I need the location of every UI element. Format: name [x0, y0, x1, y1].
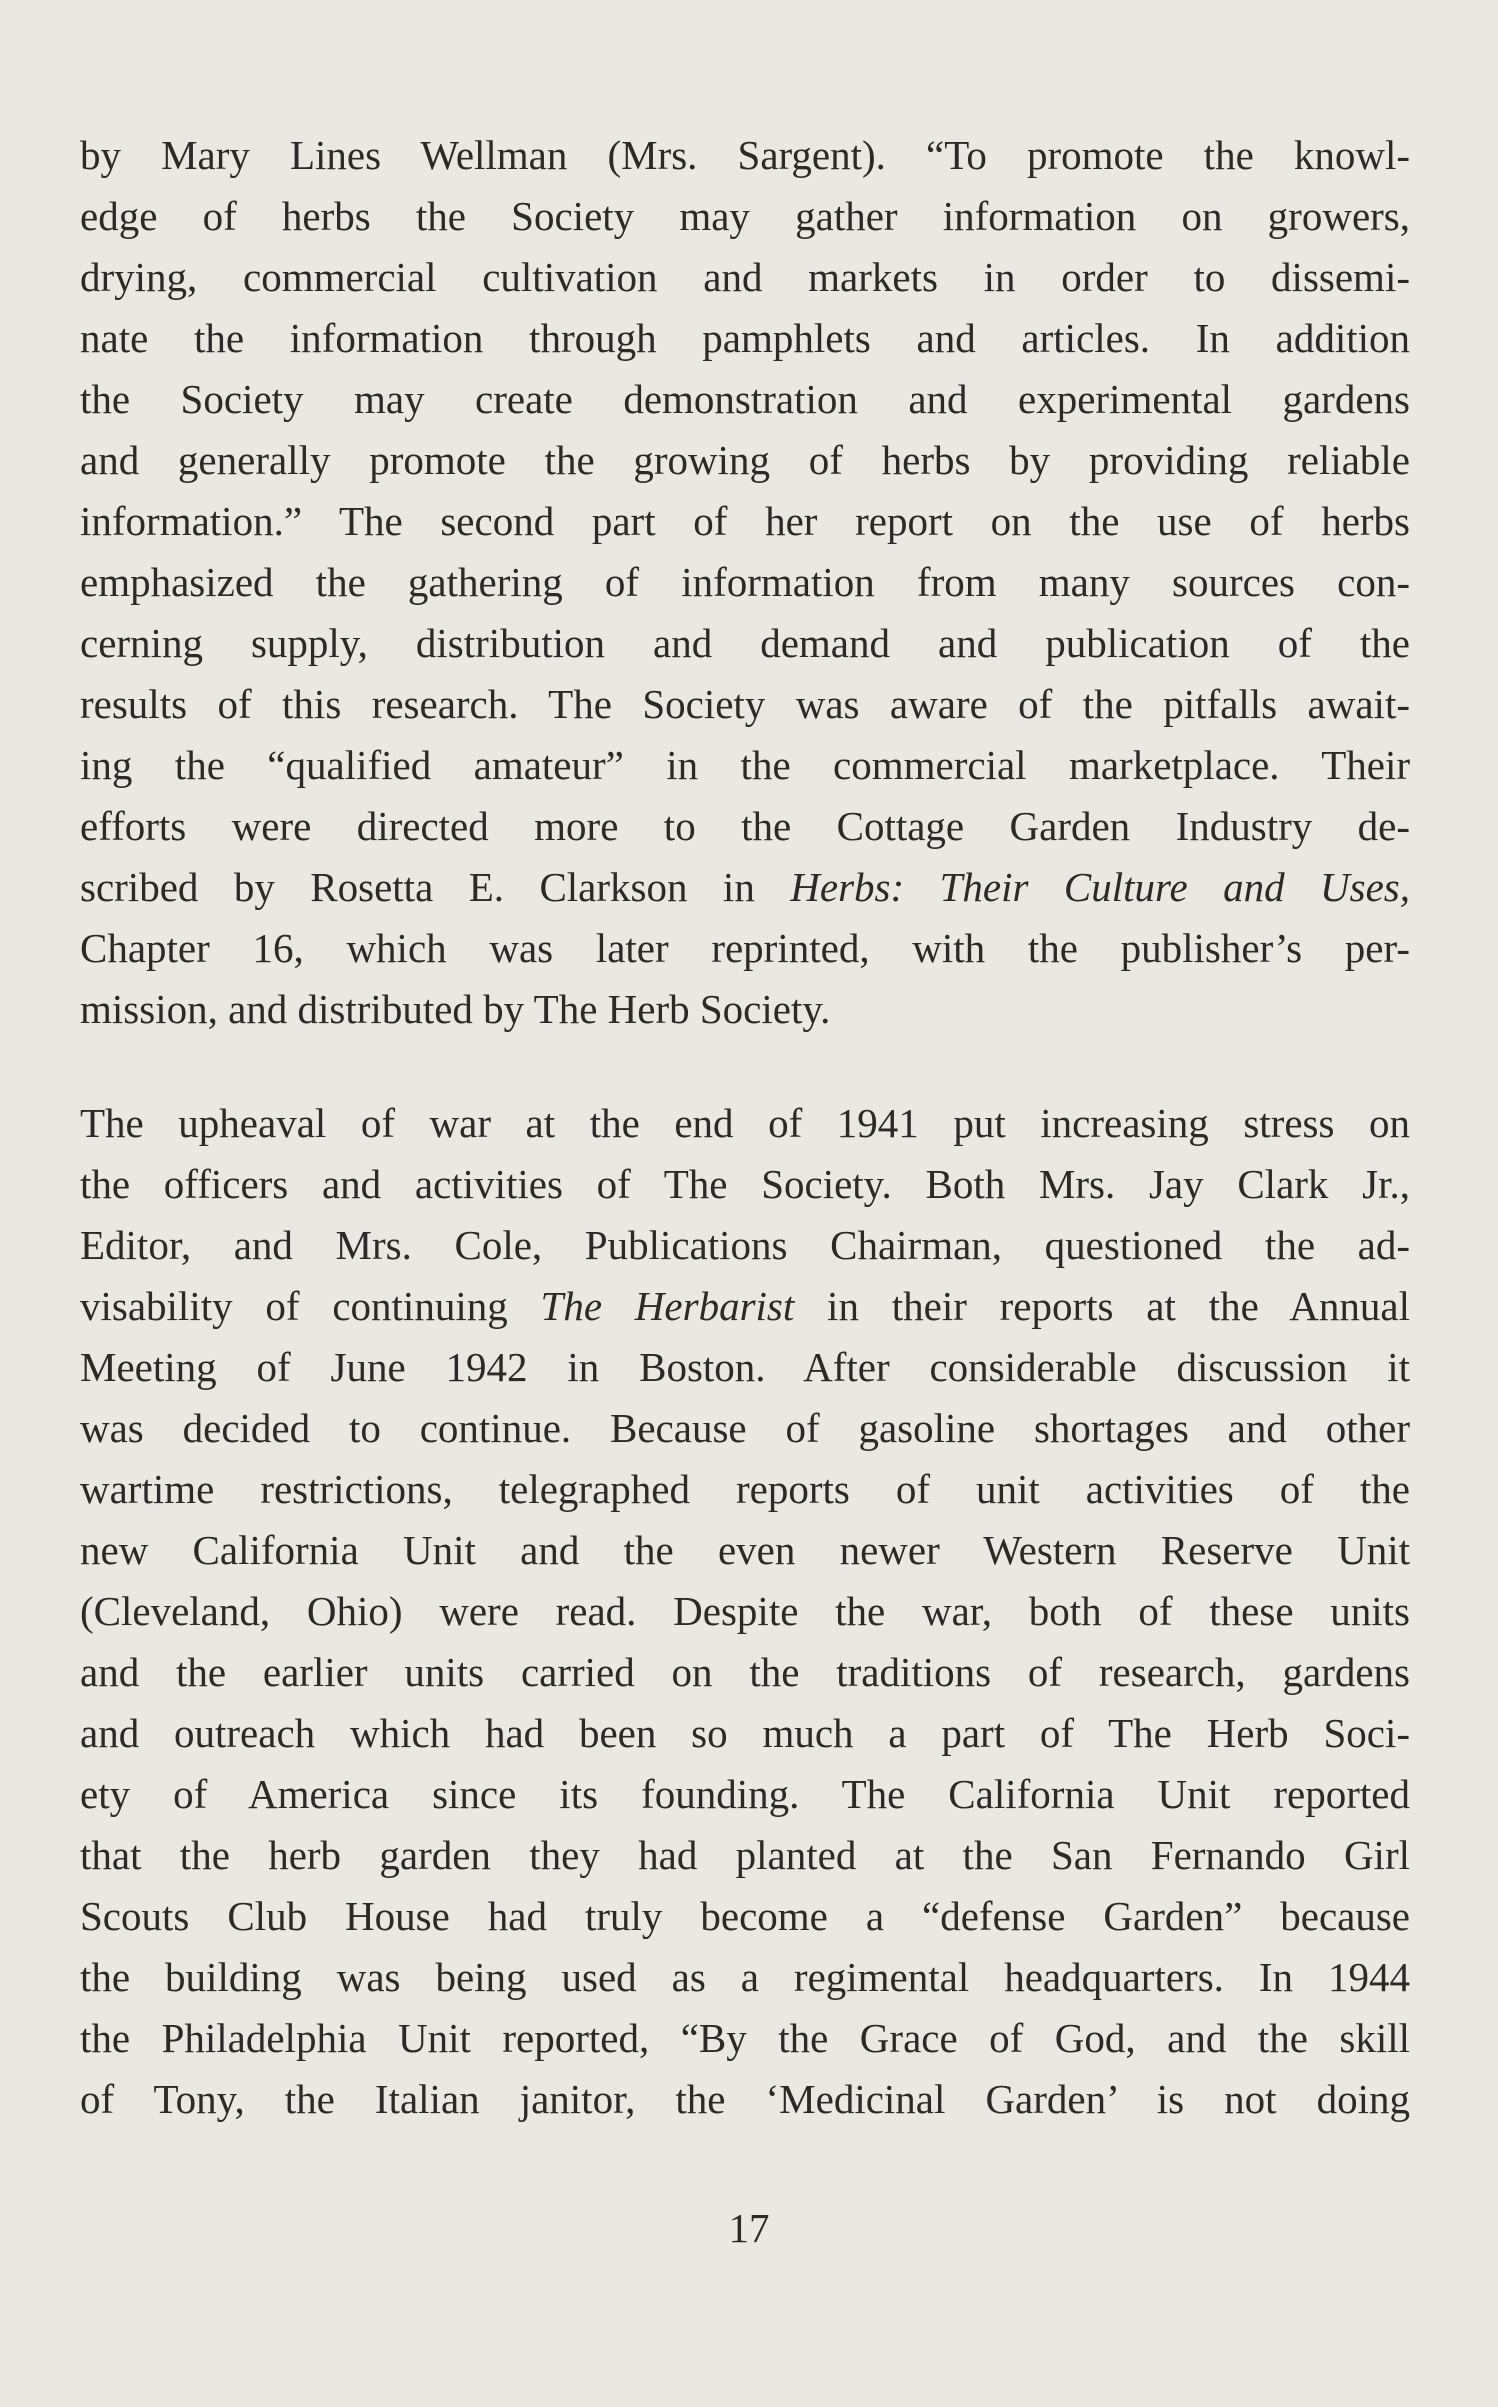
text-line: emphasized the gathering of information from many sources con-	[80, 559, 1410, 605]
text-line: drying, commercial cultivation and markets in order to dissemi-	[80, 254, 1410, 300]
text-line: and the earlier units carried on the traditions of research, gardens	[80, 1649, 1410, 1695]
text-line: the Philadelphia Unit reported, “By the Grace of God, and the skill	[80, 2015, 1410, 2061]
text-line: efforts were directed more to the Cottage Garden Industry de-	[80, 803, 1410, 849]
periodical-title-italic: The Herbarist	[540, 1283, 795, 1329]
text-line	[80, 1276, 1410, 1337]
text-run: in their reports at the Annual	[794, 1283, 1410, 1329]
text-line: mission, and distributed by The Herb Society.	[80, 986, 831, 1032]
text-line: that the herb garden they had planted at the San Fernando Girl	[80, 1832, 1410, 1878]
text-line: edge of herbs the Society may gather information on growers,	[80, 193, 1410, 239]
text-line: of Tony, the Italian janitor, the ‘Medicinal Garden’ is not doing	[80, 2076, 1410, 2122]
text-run: scribed by Rosetta E. Clarkson in	[80, 864, 791, 910]
text-line: results of this research. The Society was aware of the pitfalls await-	[80, 681, 1410, 727]
book-title-italic: Herbs: Their Culture and Uses,	[790, 864, 1411, 910]
text-line: by Mary Lines Wellman (Mrs. Sargent). “To promote the knowl-	[80, 132, 1410, 178]
text-line	[80, 857, 1410, 918]
text-line: cerning supply, distribution and demand and publication of the	[80, 620, 1410, 666]
page-number: 17	[728, 2205, 770, 2251]
text-line: Scouts Club House had truly become a “defense Garden” because	[80, 1893, 1410, 1939]
text-line: wartime restrictions, telegraphed reports of unit activities of the	[80, 1466, 1410, 1512]
text-line: The upheaval of war at the end of 1941 put increasing stress on	[80, 1100, 1410, 1146]
text-line: ing the “qualified amateur” in the commercial marketplace. Their	[80, 742, 1410, 788]
text-line: nate the information through pamphlets and articles. In addition	[80, 315, 1410, 361]
text-line: Chapter 16, which was later reprinted, with the publisher’s per-	[80, 925, 1410, 971]
text-run: visability of continuing	[80, 1283, 541, 1329]
text-line: information.” The second part of her report on the use of herbs	[80, 498, 1410, 544]
text-line: and generally promote the growing of herbs by providing reliable	[80, 437, 1410, 483]
text-line: new California Unit and the even newer Western Reserve Unit	[80, 1527, 1410, 1573]
text-line: (Cleveland, Ohio) were read. Despite the war, both of these units	[80, 1588, 1410, 1634]
text-line: the building was being used as a regimental headquarters. In 1944	[80, 1954, 1410, 2000]
text-line: Meeting of June 1942 in Boston. After considerable discussion it	[80, 1344, 1410, 1390]
text-line: was decided to continue. Because of gasoline shortages and other	[80, 1405, 1410, 1451]
text-line: Editor, and Mrs. Cole, Publications Chairman, questioned the ad-	[80, 1222, 1410, 1268]
text-line: ety of America since its founding. The California Unit reported	[80, 1771, 1410, 1817]
text-line: and outreach which had been so much a part of The Herb Soci-	[80, 1710, 1410, 1756]
text-line: the officers and activities of The Society. Both Mrs. Jay Clark Jr.,	[80, 1161, 1410, 1207]
text-line: the Society may create demonstration and experimental gardens	[80, 376, 1410, 422]
